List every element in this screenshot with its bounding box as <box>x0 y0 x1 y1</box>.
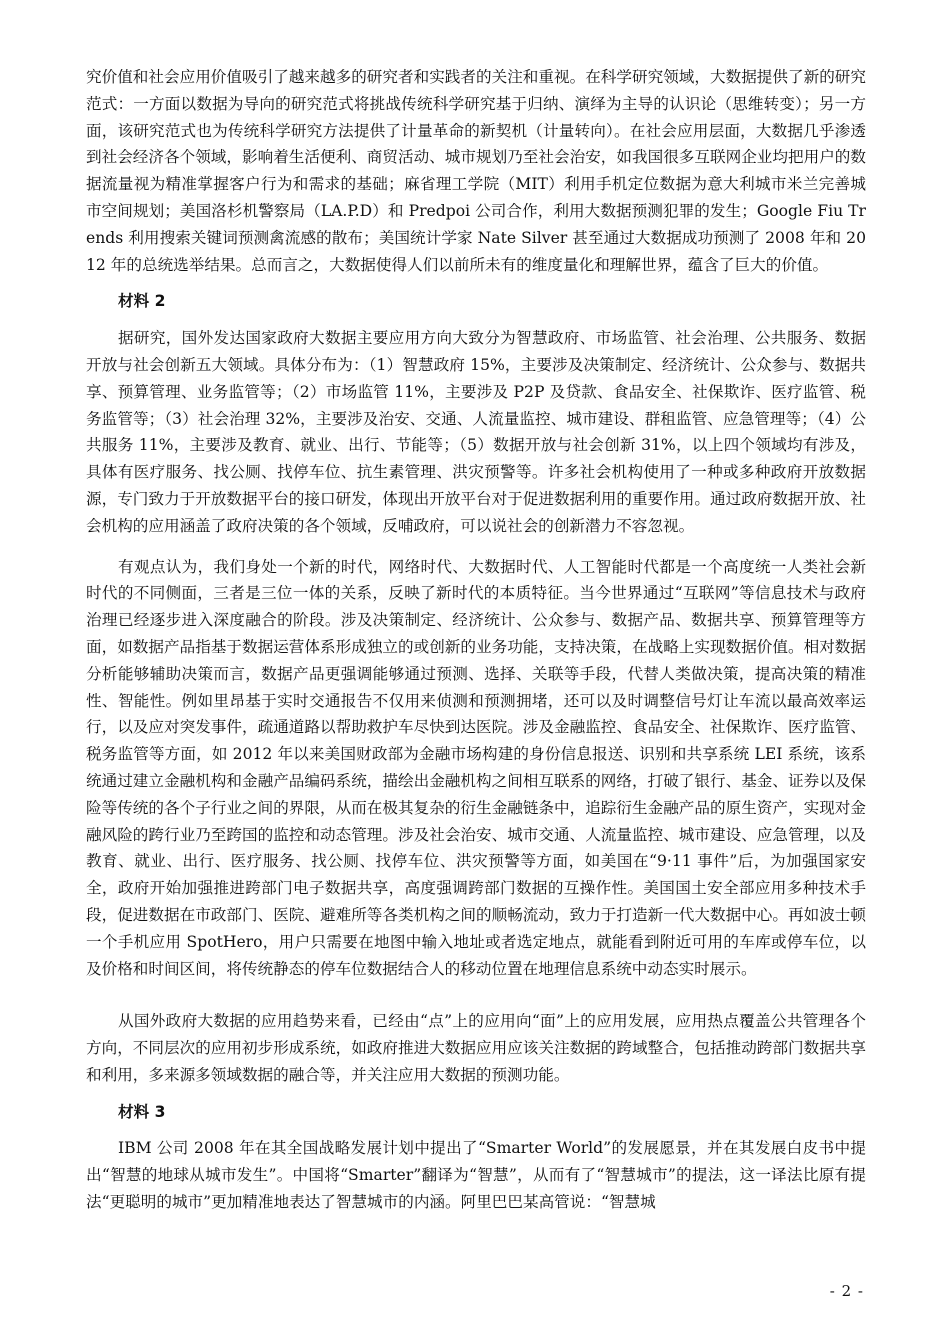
heading-material-3: 材料 3 <box>118 1102 166 1121</box>
paragraph-material1-continued: 究价值和社会应用价值吸引了越来越多的研究者和实践者的关注和重视。在科学研究领域，大数据提供了新的研究范式：一方面以数据为导向的研究范式将挑战传统科学研究基于归纳、演绎为主导的认识论（思维转变）；另一方面，该研究范式也为传统科学研究方法提供了计量革命的新契机（计量转向）。在社会应用层面，大数据几乎渗透到社会经济各个领域，影响着生活便利、商贸活动、城市规划乃至社会治安，如我国很多互联网企业均把用户的数据流量视为精准掌握客户行为和需求的基础；麻省理工学院（MIT）利用手机定位数据为意大利城市米兰完善城市空间规划；美国洛杉机警察局（LA.P.D）和 Predpoi 公司合作，利用大数据预测犯罪的发生；Google Fiu Trends 利用搜索关键词预测禽流感的散布；美国统计学家 Nate Silver 甚至通过大数据成功预测了 2008 年和 2012 年的总统选举结果。总而言之，大数据使得人们以前所未有的维度量化和理解世界，蕴含了巨大的价值。 <box>86 68 866 274</box>
spacer <box>86 315 866 325</box>
paragraph-material3-ibm: IBM 公司 2008 年在其全国战略发展计划中提出了“Smarter World”的发展愿景，并在其发展白皮书中提出“智慧的地球从城市发生”。中国将“Smarter”翻译为“智慧”，从而有了“智慧城市”的提法，这一译法比原有提法“更聪明的城市”更加精准地表达了智慧城市的内涵。阿里巴巴某高管说：“智慧城 <box>86 1139 866 1212</box>
spacer <box>86 1089 866 1099</box>
spacer <box>86 540 866 554</box>
document-page <box>86 64 866 1216</box>
spacer <box>86 982 866 1008</box>
paragraph-material2-overview: 据研究，国外发达国家政府大数据主要应用方向大致分为智慧政府、市场监管、社会治理、公共服务、数据开放与社会创新五大领域。具体分布为：（1）智慧政府 15%，主要涉及决策制定、经济统计、公众参与、数据共享、预算管理、业务监管等；（2）市场监管 11%，主要涉及 P2P 及贷款、食品安全、社保欺诈、医疗监管、税务监管等；（3）社会治理 32%，主要涉及治安、交通、人流量监控、城市建设、群租监管、应急管理等；（4）公共服务 11%，主要涉及教育、就业、出行、节能等；（5）数据开放与社会创新 31%，以上四个领域均有涉及，具体有医疗服务、找公厕、找停车位、抗生素管理、洪灾预警等。许多社会机构使用了一种或多种政府开放数据源，专门致力于开放数据平台的接口研发，体现出开放平台对于促进数据利用的重要作用。通过政府数据开放、社会机构的应用涵盖了政府决策的各个领域，反哺政府，可以说社会的创新潜力不容忽视。 <box>86 329 866 535</box>
paragraph-material2-trend: 从国外政府大数据的应用趋势来看，已经由“点”上的应用向“面”上的应用发展，应用热点覆盖公共管理各个方向，不同层次的应用初步形成系统，如政府推进大数据应用应该关注数据的跨域整合，包括推动跨部门数据共享和利用，多来源多领域数据的融合等，并关注应用大数据的预测功能。 <box>86 1012 866 1084</box>
spacer <box>86 1125 866 1135</box>
spacer <box>86 278 866 288</box>
page-number: - 2 - <box>829 1282 864 1300</box>
heading-material-2: 材料 2 <box>118 292 166 311</box>
paragraph-material2-viewpoint: 有观点认为，我们身处一个新的时代，网络时代、大数据时代、人工智能时代都是一个高度统一人类社会新时代的不同侧面，三者是三位一体的关系，反映了新时代的本质特征。当今世界通过“互联网”等信息技术与政府治理已经逐步进入深度融合的阶段。涉及决策制定、经济统计、公众参与、数据产品、数据共享、预算管理等方面，如数据产品指基于数据运营体系形成独立的或创新的业务功能，支持决策，在战略上实现数据价值。相对数据分析能够辅助决策而言，数据产品更强调能够通过预测、选择、关联等手段，代替人类做决策，提高决策的精准性、智能性。例如里昂基于实时交通报告不仅用来侦测和预测拥堵，还可以及时调整信号灯让车流以最高效率运行，以及应对突发事件，疏通道路以帮助救护车尽快到达医院。涉及金融监控、食品安全、社保欺诈、医疗监管、税务监管等方面，如 2012 年以来美国财政部为金融市场构建的身份信息报送、识别和共享系统 LEI 系统，该系统通过建立金融机构和金融产品编码系统，描绘出金融机构之间相互联系的网络，打破了银行、基金、证券以及保险等传统的各个子行业之间的界限，从而在极其复杂的衍生金融链条中，追踪衍生金融产品的原生资产，实现对金融风险的跨行业乃至跨国的监控和动态管理。涉及社会治安、城市交通、人流量监控、城市建设、应急管理，以及教育、就业、出行、医疗服务、找公厕、找停车位、洪灾预警等方面，如美国在“9·11 事件”后，为加强国家安全，政府开始加强推进跨部门电子数据共享，高度强调跨部门数据的互操作性。美国国土安全部应用多种技术手段，促进数据在市政部门、医院、避难所等各类机构之间的顺畅流动，致力于打造新一代大数据中心。再如波士顿一个手机应用 SpotHero，用户只需要在地图中输入地址或者选定地点，就能看到附近可用的车库或停车位，以及价格和时间区间，将传统静态的停车位数据结合人的移动位置在地理信息系统中动态实时展示。 <box>86 557 866 978</box>
